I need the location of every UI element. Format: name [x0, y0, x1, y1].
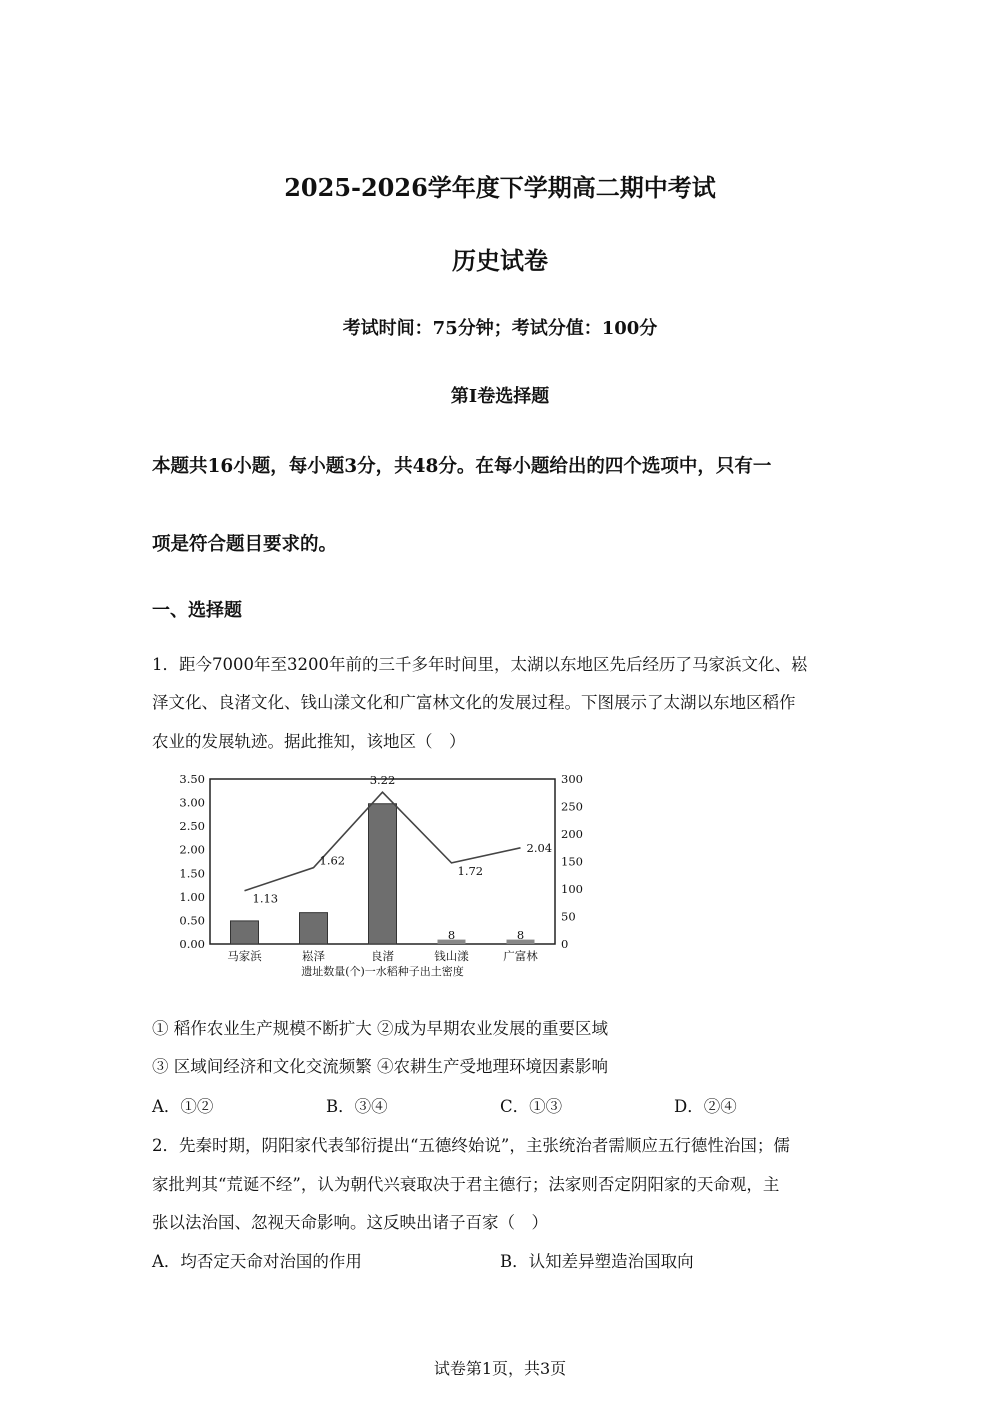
- instructions-line-2: 项是符合题目要求的。: [152, 534, 338, 555]
- left-axis-tick-label: 2.50: [179, 819, 205, 834]
- chart-bar: [300, 913, 328, 944]
- q2-option-b[interactable]: B．认知差异塑造治国取向: [500, 1252, 694, 1271]
- chart-bar: [369, 804, 397, 944]
- right-axis-tick-label: 300: [561, 772, 583, 786]
- right-axis-tick-label: 50: [561, 909, 576, 924]
- q1-option-d[interactable]: D．②④: [674, 1097, 737, 1116]
- x-axis-category-label: 广富林: [503, 949, 538, 963]
- bar-data-label: 8: [516, 928, 525, 942]
- left-axis-tick-label: 3.00: [179, 795, 205, 810]
- q2-stem-line-1: 2．先秦时期，阴阳家代表邹衍提出“五德终始说”，主张统治者需顺应五行德性治国；儒: [152, 1136, 790, 1155]
- x-axis-title: 遗址数量(个)一水稻种子出土密度: [301, 965, 464, 978]
- right-axis-tick-label: 200: [561, 827, 583, 841]
- page-footer: 试卷第1页，共3页: [433, 1359, 567, 1378]
- x-axis-category-label: 钱山漾: [434, 949, 469, 963]
- x-axis-category-label: 崧泽: [302, 949, 325, 963]
- line-data-label: 2.04: [526, 840, 553, 855]
- part-title: 一、选择题: [152, 600, 242, 621]
- chart-bar: [231, 921, 259, 944]
- q1-statements-line-2: ③ 区域间经济和文化交流频繁 ④农耕生产受地理环境因素影响: [152, 1057, 608, 1076]
- bar-data-label: 8: [447, 928, 456, 942]
- left-axis-tick-label: 0.00: [179, 937, 205, 951]
- exam-meta: 考试时间：75分钟；考试分值：100分: [342, 318, 658, 339]
- line-data-label: 1.13: [252, 891, 279, 906]
- left-axis-tick-label: 1.00: [179, 889, 205, 904]
- q2-option-a[interactable]: A．均否定天命对治国的作用: [152, 1252, 362, 1271]
- line-data-label: 3.22: [369, 773, 396, 788]
- rice-farming-chart: [165, 768, 595, 988]
- x-axis-category-label: 马家浜: [227, 949, 262, 963]
- q2-stem-line-3: 张以法治国、忽视天命影响。这反映出诸子百家（ ）: [152, 1213, 548, 1232]
- q2-stem-line-2: 家批判其“荒诞不经”，认为朝代兴衰取决于君主德行；法家则否定阴阳家的天命观，主: [152, 1175, 780, 1194]
- right-axis-tick-label: 0: [561, 937, 569, 951]
- left-axis-tick-label: 1.50: [179, 866, 205, 881]
- q1-stem-line-2: 泽文化、良渚文化、钱山漾文化和广富林文化的发展过程。下图展示了太湖以东地区稻作: [152, 693, 796, 712]
- q1-statements-line-1: ① 稻作农业生产规模不断扩大 ②成为早期农业发展的重要区域: [152, 1019, 608, 1038]
- right-axis-tick-label: 150: [561, 854, 583, 869]
- q1-option-b[interactable]: B．③④: [326, 1097, 388, 1116]
- exam-title: 2025-2026学年度下学期高二期中考试: [284, 173, 716, 202]
- q1-option-a[interactable]: A．①②: [152, 1097, 214, 1116]
- right-axis-tick-label: 250: [561, 799, 583, 814]
- section-heading: 第Ⅰ卷选择题: [450, 386, 550, 407]
- line-data-label: 1.72: [457, 863, 484, 878]
- left-axis-tick-label: 0.50: [179, 913, 205, 928]
- instructions-line-1: 本题共16小题，每小题3分，共48分。在每小题给出的四个选项中，只有一: [152, 456, 772, 477]
- left-axis-tick-label: 2.00: [179, 842, 205, 857]
- left-axis-tick-label: 3.50: [179, 772, 205, 786]
- q1-stem-line-3: 农业的发展轨迹。据此推知，该地区（ ）: [152, 732, 466, 751]
- line-data-label: 1.62: [319, 853, 346, 868]
- q1-stem-line-1: 1．距今7000年至3200年前的三千多年时间里，太湖以东地区先后经历了马家浜文化、崧: [152, 655, 808, 674]
- right-axis-tick-label: 100: [561, 882, 583, 896]
- exam-subject: 历史试卷: [452, 246, 548, 275]
- x-axis-category-label: 良渚: [371, 949, 394, 963]
- q1-option-c[interactable]: C．①③: [500, 1097, 563, 1116]
